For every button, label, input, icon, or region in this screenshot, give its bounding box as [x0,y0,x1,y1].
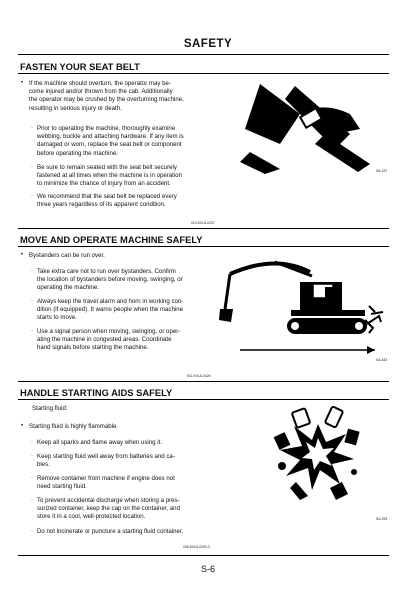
paragraph: Remove container from machine if engine does not need starting fluid. [37,475,175,491]
bullet: · [31,328,33,334]
page-number: S-6 [200,564,215,574]
bullet: • [21,423,24,429]
paragraph: Take extra care not to run over bystanders. Confirm the location of bystanders before moving, swinging, or operating the machine. [37,268,183,292]
figure-label: SA-643 [376,358,388,362]
excavator-runover-illustration-icon [215,254,388,369]
bullet: • [21,252,24,258]
paragraph: Always keep the travel alarm and horn in working con- dition (if equipped). It warns people when the machine starts to move. [37,298,184,322]
paragraph: To prevent accidental discharge when storing a pres- surized container, keep the cap on the container, and store it in a cool, well-protected location. [37,497,180,521]
section-rule [18,381,389,382]
header-rule [18,54,389,55]
paragraph: Do not incinerate or puncture a starting fluid container. [37,528,184,535]
section-heading-move-operate: MOVE AND OPERATE MACHINE SAFELY [20,234,203,245]
paragraph: Use a signal person when moving, swinging, or oper- ating the machine in congested areas. Coordinate hand signals before starting the machine. [37,328,181,352]
bullet: · [31,125,33,131]
footer-rule [18,555,389,556]
section-heading-starting-aids: HANDLE STARTING AIDS SAFELY [20,387,173,398]
bullet: • [21,80,24,86]
section-rule [18,246,389,247]
paragraph: Keep all sparks and flame away when using it. [37,439,162,446]
intro-text: Starting fluid: [32,405,68,412]
paragraph: Prior to operating the machine, thoroughly examine webbing, buckle and attaching hardware. If any item is damaged or worn, replace the seat belt or component before operating the machine. [37,125,184,157]
bullet: · [31,439,33,445]
reference-code: 036-E01A-0293-3 [183,545,210,549]
paragraph: If the machine should overturn, the operator may be- come injured and/or thrown from the cab. Additionally the operator may be crushed by the overturning machine, resulting in serious injury or death. [29,80,184,112]
section-rule [18,228,389,229]
paragraph: We recommend that the seat belt be replaced every three years regardless of its apparent condition. [37,193,177,209]
bullet: · [31,164,33,170]
page-title: SAFETY [183,38,233,50]
bullet: · [31,453,33,459]
bullet: · [31,193,33,199]
paragraph: Starting fluid is highly flammable. [29,423,119,430]
section-rule [18,399,389,400]
bullet: · [31,497,33,503]
starting-fluid-fire-illustration-icon [268,404,368,504]
paragraph: Be sure to remain seated with the seat belt securely fastened at all times when the machine is in operation to minimize the chance of injury from an accident. [37,164,182,188]
reference-code: 011-E01A-0426 [187,374,211,378]
bullet: · [31,268,33,274]
paragraph: Bystanders can be run over. [29,252,105,259]
figure-label: SA-237 [376,169,388,173]
bullet: · [31,475,33,481]
section-heading-seat-belt: FASTEN YOUR SEAT BELT [20,61,140,72]
bullet: · [31,298,33,304]
reference-code: 010-E01A-0237 [191,221,215,225]
figure-label: SA-293 [376,517,388,521]
seat-belt-illustration-icon [240,74,380,174]
bullet: · [31,528,33,534]
paragraph: Keep starting fluid well away from batteries and ca- bles. [37,453,175,469]
